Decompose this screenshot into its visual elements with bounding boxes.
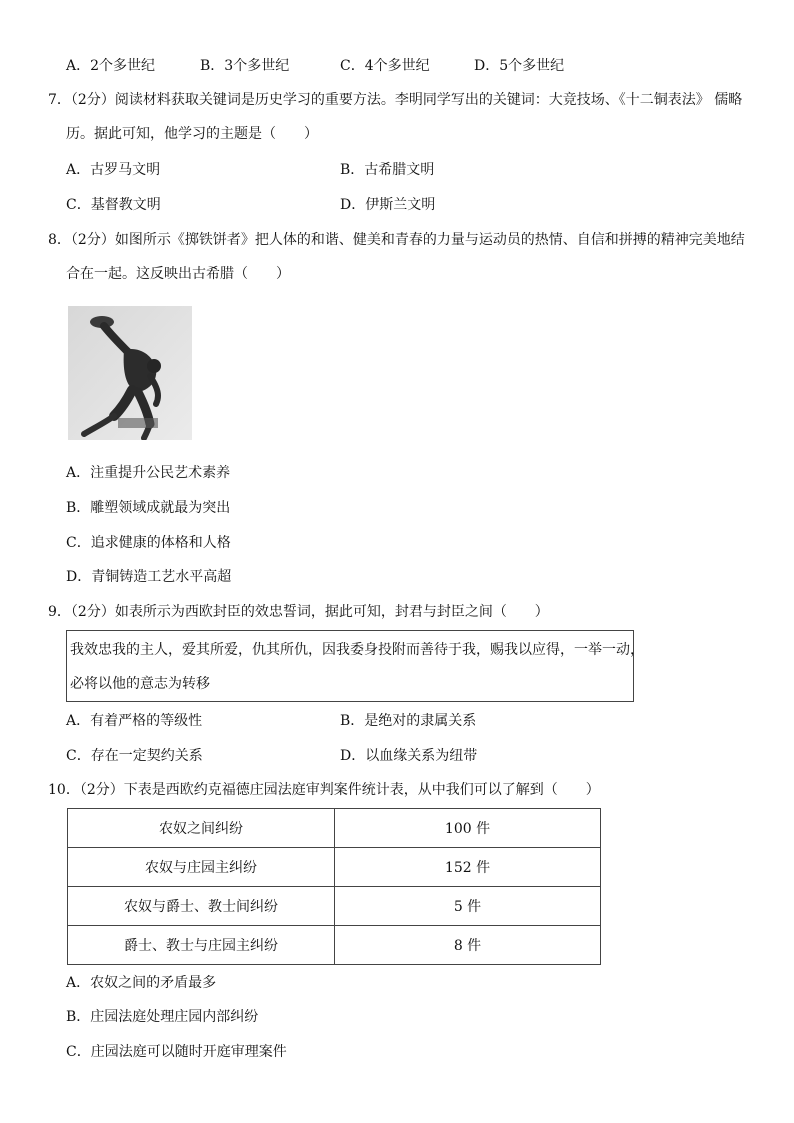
case-statistics-table	[67, 808, 601, 965]
q7-option-a: A．古罗马文明	[66, 162, 161, 178]
q10-option-b: B．庄园法庭处理庄园内部纠纷	[66, 1009, 259, 1025]
oath-quote-box	[66, 630, 644, 702]
q6-option-c: C．4个多世纪	[340, 58, 430, 74]
q7-stem-line2: 历。据此可知，他学习的主题是（ ）	[66, 126, 318, 142]
q8-stem-line1: 8．（2分）如图所示《掷铁饼者》把人体的和谐、健美和青春的力量与运动员的热情、自信和拼搏的精神完美地结	[48, 232, 745, 248]
q8-stem-line2: 合在一起。这反映出古希腊（ ）	[66, 266, 290, 282]
case-type-cell: 爵士、教士与庄园主纠纷	[68, 926, 335, 965]
q8-option-b: B．雕塑领域成就最为突出	[66, 500, 231, 516]
table-row	[68, 926, 601, 965]
case-count-cell: 8 件	[335, 926, 601, 965]
q10-option-a: A．农奴之间的矛盾最多	[66, 975, 217, 991]
table-row	[68, 887, 601, 926]
q7-option-b: B．古希腊文明	[340, 162, 435, 178]
q7-stem-line1: 7．（2分）阅读材料获取关键词是历史学习的重要方法。李明同学写出的关键词：大竞技场、《十二铜表法》 儒略	[48, 92, 743, 108]
q8-option-c: C．追求健康的体格和人格	[66, 535, 231, 551]
case-count-cell: 152 件	[335, 848, 601, 887]
q6-option-d: D．5个多世纪	[474, 58, 565, 74]
case-type-cell: 农奴与庄园主纠纷	[68, 848, 335, 887]
case-type-cell: 农奴之间纠纷	[68, 809, 335, 848]
case-count-cell: 5 件	[335, 887, 601, 926]
q7-option-c: C．基督教文明	[66, 197, 161, 213]
q9-stem: 9．（2分）如表所示为西欧封臣的效忠誓词，据此可知，封君与封臣之间（ ）	[48, 604, 549, 620]
case-type-cell: 农奴与爵士、教士间纠纷	[68, 887, 335, 926]
q6-option-a: A．2个多世纪	[66, 58, 156, 74]
q9-option-c: C．存在一定契约关系	[66, 748, 203, 764]
case-count-cell: 100 件	[335, 809, 601, 848]
oath-quote-line1: 我效忠我的主人，爱其所爱，仇其所仇，因我委身投附而善待于我，赐我以应得，一举一动，	[70, 642, 644, 658]
q8-option-d: D．青铜铸造工艺水平高超	[66, 569, 232, 585]
q10-stem: 10．（2分）下表是西欧约克福德庄园法庭审判案件统计表，从中我们可以了解到（ ）	[48, 782, 600, 798]
q10-option-c: C．庄园法庭可以随时开庭审理案件	[66, 1044, 287, 1060]
discus-thrower-statue-icon	[68, 306, 192, 440]
q9-option-a: A．有着严格的等级性	[66, 713, 203, 729]
oath-quote-line2: 必将以他的意志为转移	[70, 676, 210, 692]
q8-option-a: A．注重提升公民艺术素养	[66, 465, 231, 481]
q9-option-b: B．是绝对的隶属关系	[340, 713, 477, 729]
table-row	[68, 809, 601, 848]
q7-option-d: D．伊斯兰文明	[340, 197, 436, 213]
table-row	[68, 848, 601, 887]
q6-option-b: B．3个多世纪	[200, 58, 290, 74]
q9-option-d: D．以血缘关系为纽带	[340, 748, 478, 764]
